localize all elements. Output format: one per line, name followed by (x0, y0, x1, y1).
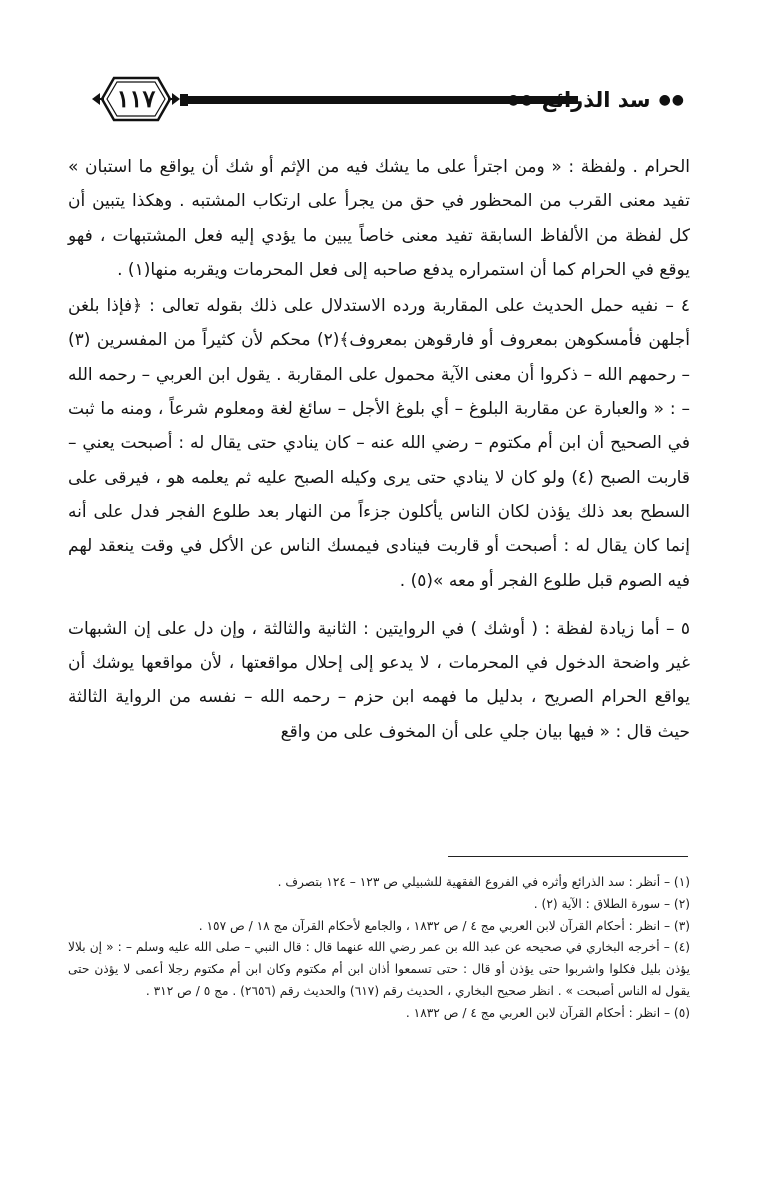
footnote: (٣) – انظر : أحكام القرآن لابن العربي مج ٤ / ص ١٨٣٢ ، والجامع لأحكام القرآن مج ١٨ / ص ١٥٧ . (198, 918, 690, 933)
paragraph: ٤ – نفيه حمل الحديث على المقاربة ورده الاستدلال على ذلك بقوله تعالى : ﴿فإذا بلغن أجلهن فأمسكوهن بمعروف أو فارقوهن بمعروف﴾(٢) محكم لأن كثيراً من المفسرين (٣) – رحمهم الله – ذكروا أن معنى الآية محمول على المقاربة . يقول ابن العربي – رحمه الله – : « والعبارة عن مقاربة البلوغ – أي بلوغ الأجل – سائغ لغة ومعلوم شرعاً ، ومنه ما ثبت في الصحيح أن ابن أم مكتوم – رضي الله عنه – كان ينادي حتى يقال له : أصبحت يعني – قاربت الصبح (٤) ولو كان لا ينادي حتى يرى وكيله الصبح عليه ثم يعلمه هو ، فيرقى على السطح بعد ذلك يؤذن لكان الناس يأكلون جزءاً من النهار بعد طلوع الفجر فدل على أنه إنما كان يقال له : أصبحت أو قاربت فينادى فيمسك الناس عن الأكل في وقت ينعقد لهم فيه الصوم قبل طلوع الفجر أو معه »(٥) . (68, 296, 690, 591)
paragraph: ٥ – أما زيادة لفظة : ( أوشك ) في الروايتين : الثانية والثالثة ، وإن دل على إن الشبهات غير واضحة الدخول في المحرمات ، لا يدعو إلى إحلال مواقعتها ، لأن مواقعها يوشك أن يواقع الحرام الصريح ، بدليل ما فهمه ابن حزم – رحمه الله – نفسه من الرواية الثالثة حيث قال : « فيها بيان جلي على أن المخوف على من واقع (68, 618, 690, 742)
page-number-frame (90, 72, 182, 126)
header-rule-cap (180, 94, 188, 106)
page-number: ١١٧ (116, 84, 156, 113)
running-head (507, 84, 685, 116)
footnote: (٢) – سورة الطلاق : الآية (٢) . (533, 896, 690, 911)
bullet-icon-right: ●● (658, 92, 685, 108)
bullet-icon-left: ●● (507, 92, 534, 108)
main-text (68, 150, 690, 749)
footnote: (٤) – أخرجه البخاري في صحيحه عن عبد الله بن عمر رضي الله عنهما قال : قال النبي – صلى الله عليه وسلم – : « إن بلالا يؤذن بليل فكلوا واشربوا حتى يؤذن أو قال : حتى تسمعوا أذان ابن أم مكتوم وكان ابن أم مكتوم رجلا أعمى لا يؤذن حتى يقول له الناس أصبحت » . انظر صحيح البخاري ، الحديث رقم (٦١٧) والحديث رقم (٢٦٥٦) . مج ٥ / ص ٣١٢ . (68, 940, 690, 998)
footnote: (٥) – انظر : أحكام القرآن لابن العربي مج ٤ / ص ١٨٣٢ . (405, 1005, 690, 1020)
footnote-divider (448, 856, 688, 857)
running-head-title: سد الذرائع (541, 88, 651, 112)
footnotes (68, 872, 690, 1025)
footnote: (١) – أنظر : سد الذرائع وأثره في الفروع الفقهية للشبيلي ص ١٢٣ – ١٢٤ بتصرف . (277, 875, 690, 889)
paragraph: الحرام . ولفظة : « ومن اجترأ على ما يشك فيه من الإثم أو شك أن يواقع ما استبان » تفيد معنى القرب من المحظور في حق من يجرأ على ارتكاب المشتبه . وهكذا يتبين أن كل لفظة من الألفاظ السابقة تفيد معنى خاصاً يبين ما يؤدي إليه فعل المشتبهات ، فهو يوقع في الحرام كما أن استمراره يدفع صاحبه إلى فعل المحرمات ويقربه منها(١) . (68, 157, 690, 280)
page-header (90, 72, 685, 132)
